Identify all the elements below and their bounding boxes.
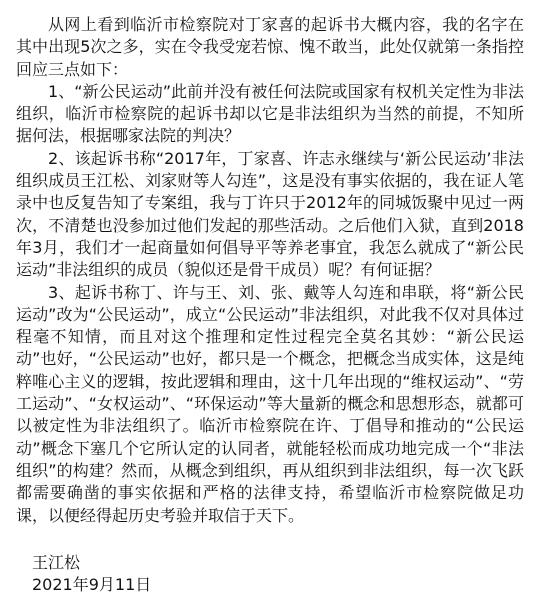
point-2-paragraph: 2、该起诉书称“2017年，丁家喜、许志永继续与‘新公民运动’非法组织成员王江松、刘家财等人勾连”，这是没有事实依据的，我在证人笔录中也反复告知了专案组，我与丁许只于2012年的同城饭聚中见过一两次，不清楚也没参加过他们发起的那些活动。之后他们入狱，直到2018年3月，我们才一起商量如何倡导平等养老事宜，我怎么就成了“新公民运动”非法组织的成员（貌似还是骨干成员）呢？有何证据？ <box>16 148 524 280</box>
point-3-paragraph: 3、起诉书称丁、许与王、刘、张、戴等人勾连和串联，将“新公民运动”改为“公民运动”，成立“公民运动”非法组织，对此我不仅对具体过程毫不知情，而且对这个推理和定性过程完全莫名其妙：“新公民运动”也好，“公民运动”也好，都只是一个概念，把概念当成实体，这是纯粹唯心主义的逻辑，按此逻辑和理由，这十几年出现的“维权运动”、“劳工运动”、“女权运动”、“环保运动”等大量新的概念和思想形态，就都可以被定性为非法组织了。临沂市检察院在许、丁倡导和推动的“公民运动”概念下塞几个它所认定的认同者，就能轻松而成功地完成一个“非法组织”的构建？然而，从概念到组织，再从组织到非法组织，每一次飞跃都需要确凿的事实依据和严格的法律支持，希望临沂市检察院做足功课，以便经得起历史考验并取信于天下。 <box>16 282 524 525</box>
letter-body <box>16 14 524 527</box>
intro-paragraph: 从网上看到临沂市检察院对丁家喜的起诉书大概内容，我的名字在其中出现5次之多，实在令我受宠若惊、愧不敢当，此处仅就第一条指控回应三点如下： <box>16 15 524 79</box>
signature: 王江松 <box>32 553 81 572</box>
point-1-paragraph: 1、“新公民运动”此前并没有被任何法院或国家有权机关定性为非法组织，临沂市检察院的起诉书却以它是非法组织为当然的前提，不知所据何法，根据哪家法院的判决？ <box>16 81 524 146</box>
letter-date: 2021年9月11日 <box>32 575 152 594</box>
